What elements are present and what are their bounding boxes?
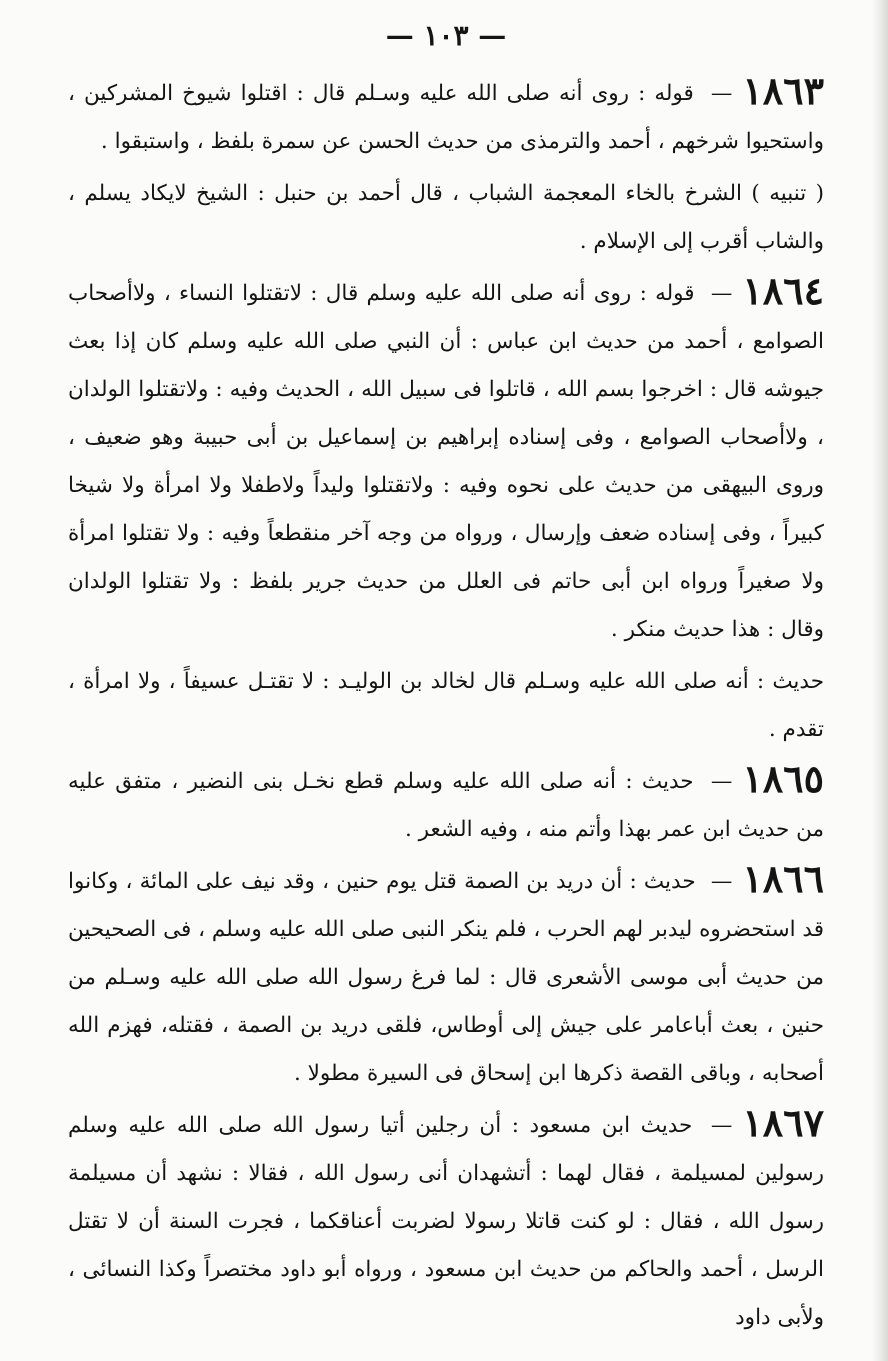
entry-text: ( تنبيه ) الشرخ بالخاء المعجمة الشباب ، قال أحمد بن حنبل : الشيخ لايكاد يسلم ، والشاب أقرب إلى الإسلام . (68, 181, 824, 254)
entry-text: حديث : أن دريد بن الصمة قتل يوم حنين ، وقد نيف على المائة ، وكانوا قد استحضروه ليدبر لهم الحرب ، فلم ينكر النبى صلى الله عليه وسلم ، فى الصحيحين من حديث أبى موسى الأشعرى قال : لما فرغ رسول الله صلى الله عليه وسـلم من حنين ، بعث أباعامر على جيش إلى أوطاس، فلقى دريد بن الصمة ، فقتله، فهزم الله أصحابه ، وباقى القصة ذكرها ابن إسحاق فى السيرة مطولا . (68, 869, 824, 1086)
entry-number: ١٨٦٥ (742, 756, 824, 801)
entry-1863 (68, 70, 824, 166)
entry-dash: — (710, 281, 733, 306)
entry-1864 (68, 270, 824, 654)
entry-1866 (68, 858, 824, 1098)
entry-dash: — (710, 81, 733, 106)
entry-number: ١٨٦٤ (742, 268, 824, 313)
entry-dash: — (710, 869, 733, 894)
entry-text: قوله : روى أنه صلى الله عليه وسلم قال : لاتقتلوا النساء ، ولاأصحاب الصوامع ، أحمد من حديث ابن عباس : أن النبي صلى الله عليه وسلم كان إذا بعث جيوشه قال : اخرجوا بسم الله ، قاتلوا فى سبيل الله ، الحديث وفيه : ولاتقتلوا الولدان ، ولاأصحاب الصوامع ، وفى إسناده إبراهيم بن إسماعيل بن أبى حبيبة وهو ضعيف ، وروى البيهقى من حديث على نحوه وفيه : ولاتقتلوا وليداً ولاطفلا ولا امرأة ولا شيخا كبيراً ، وفى إسناده ضعف وإرسال ، ورواه من وجه آخر منقطعاً وفيه : ولا تقتلوا امرأة ولا صغيراً ورواه ابن أبى حاتم فى العلل من حديث جرير بلفظ : ولا تقتلوا الولدان وقال : هذا حديث منكر . (68, 281, 824, 642)
entry-dash: — (710, 769, 733, 794)
entry-number: ١٨٦٣ (742, 68, 824, 113)
hadith-khalid (68, 658, 824, 754)
entry-text: حديث : أنه صلى الله عليه وسلم قطع نخـل بنى النضير ، متفق عليه من حديث ابن عمر بهذا وأتم منه ، وفيه الشعر . (68, 769, 824, 842)
entry-text: قوله : روى أنه صلى الله عليه وسـلم قال : اقتلوا شيوخ المشركين ، واستحيوا شرخهم ، أحمد والترمذى من حديث الحسن عن سمرة بلفظ ، واستبقوا . (68, 81, 824, 154)
note-tanbih (68, 170, 824, 266)
entry-number: ١٨٦٧ (742, 1100, 824, 1145)
entry-number: ١٨٦٦ (742, 856, 824, 901)
entry-text: حديث : أنه صلى الله عليه وسـلم قال لخالد بن الوليـد : لا تقتـل عسيفاً ، ولا امرأة ، تقدم . (68, 669, 824, 742)
entry-dash: — (710, 1113, 733, 1138)
entry-1865 (68, 758, 824, 854)
entry-1867 (68, 1102, 824, 1342)
page-edge-shadow (872, 0, 888, 1361)
entry-text: حديث ابن مسعود : أن رجلين أتيا رسول الله صلى الله عليه وسلم رسولين لمسيلمة ، فقال لهما : أتشهدان أنى رسول الله ، فقالا : نشهد أن مسيلمة رسول الله ، فقال : لو كنت قاتلا رسولا لضربت أعناقكما ، فجرت السنة أن لا تقتل الرسل ، أحمد والحاكم من حديث ابن مسعود ، ورواه أبو داود مختصراً وكذا النسائى ، ولأبى داود (68, 1113, 824, 1330)
page-number: — ١٠٣ — (385, 19, 507, 52)
